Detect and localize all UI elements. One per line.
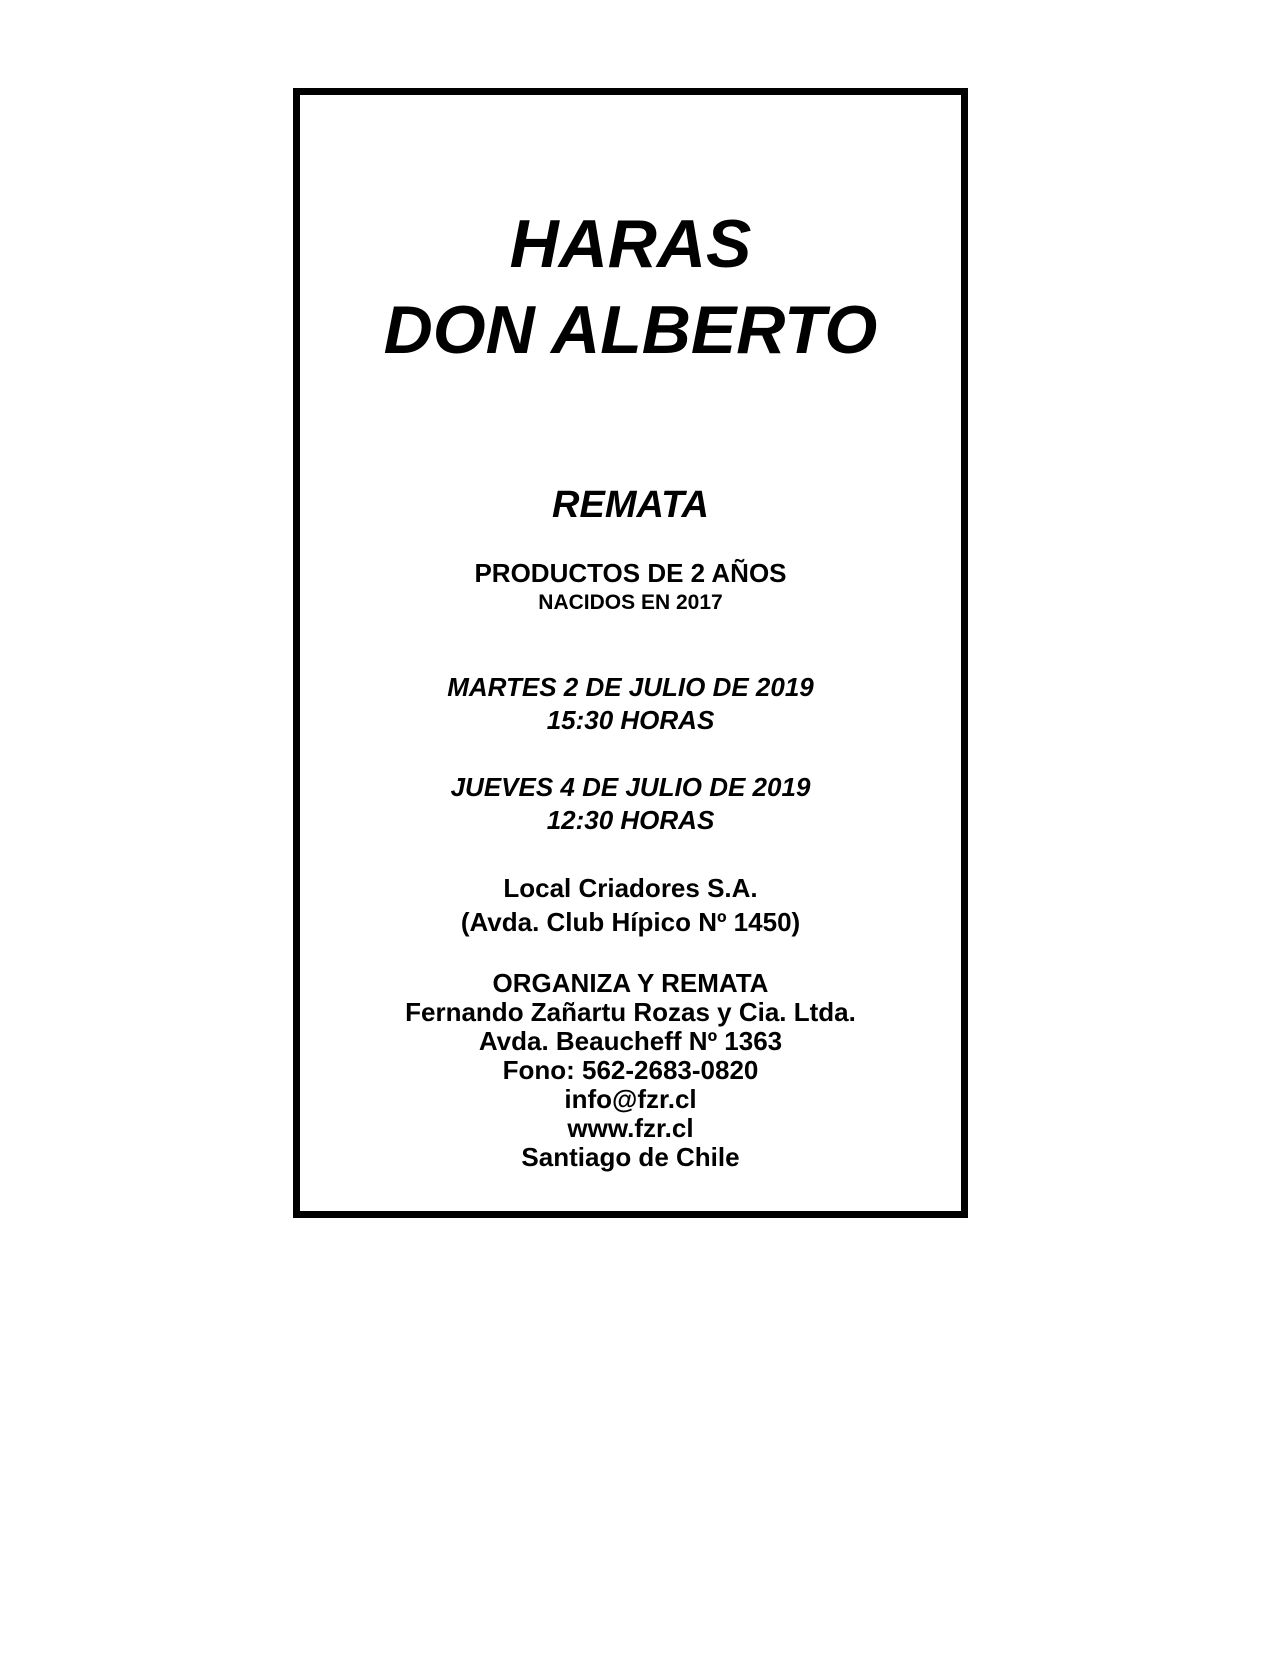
products-headline: PRODUCTOS DE 2 AÑOS bbox=[474, 558, 787, 588]
session-2 bbox=[300, 771, 961, 837]
session-1-date: MARTES 2 DE JULIO DE 2019 bbox=[447, 672, 814, 702]
organizer-phone: Fono: 562-2683-0820 bbox=[502, 1055, 759, 1085]
organizer-website: www.fzr.cl bbox=[567, 1113, 694, 1143]
session-1-time: 15:30 HORAS bbox=[546, 705, 715, 735]
organizer-company: Fernando Zañartu Rozas y Cia. Ltda. bbox=[405, 997, 856, 1027]
action-heading: REMATA bbox=[552, 484, 709, 526]
products-subline: NACIDOS EN 2017 bbox=[538, 591, 723, 614]
title-line-1: HARAS bbox=[509, 206, 752, 282]
organizer-heading: ORGANIZA Y REMATA bbox=[492, 968, 769, 998]
organizer-email: info@fzr.cl bbox=[564, 1084, 697, 1114]
poster-frame bbox=[293, 88, 968, 1218]
organizer-address: Avda. Beaucheff Nº 1363 bbox=[478, 1026, 783, 1056]
title-line-2: DON ALBERTO bbox=[383, 292, 878, 368]
session-2-time: 12:30 HORAS bbox=[546, 805, 715, 835]
poster-title bbox=[300, 201, 961, 373]
location-address: (Avda. Club Hípico Nº 1450) bbox=[460, 907, 801, 937]
session-1 bbox=[300, 671, 961, 737]
location-block bbox=[300, 871, 961, 939]
organizer-block bbox=[300, 969, 961, 1172]
organizer-city: Santiago de Chile bbox=[521, 1142, 740, 1172]
location-name: Local Criadores S.A. bbox=[503, 873, 758, 903]
session-2-date: JUEVES 4 DE JULIO DE 2019 bbox=[450, 772, 811, 802]
